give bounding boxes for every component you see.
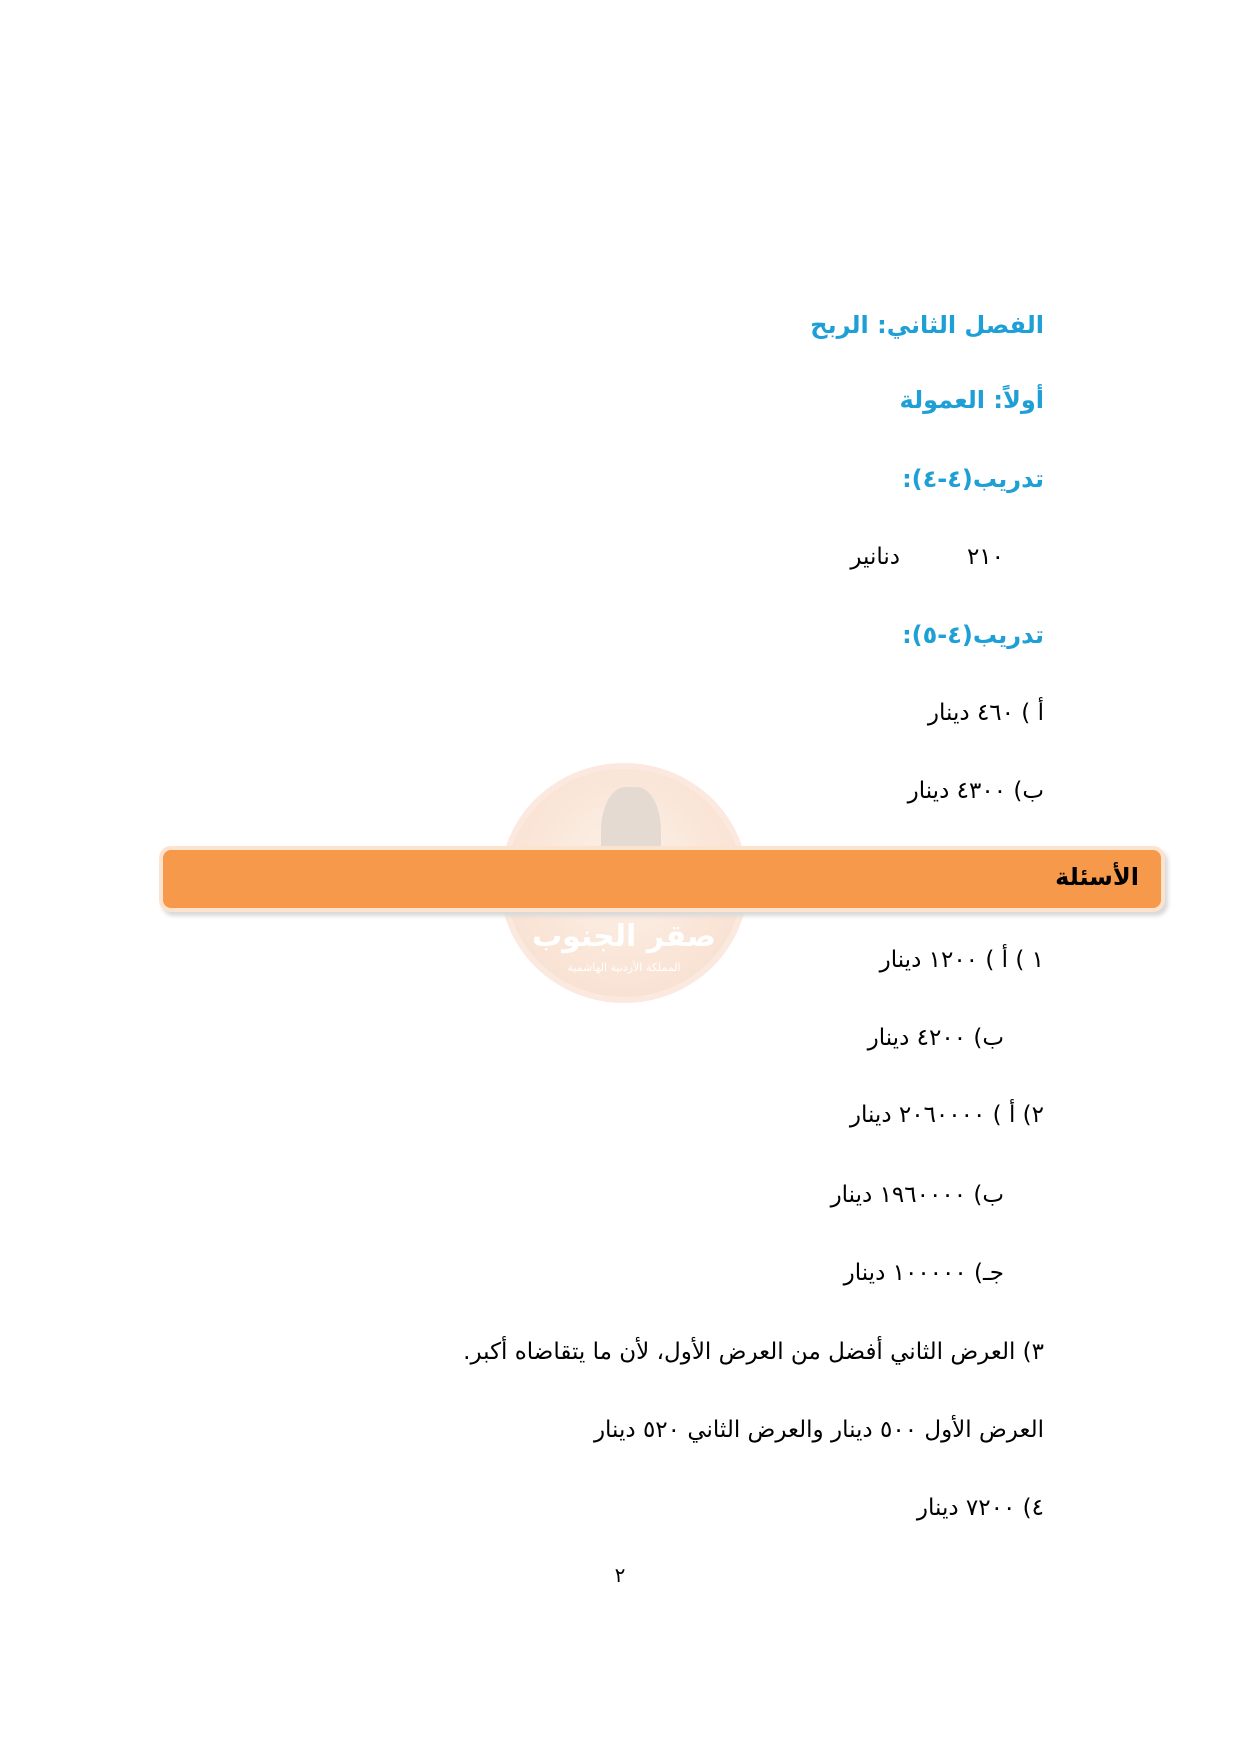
answer-q4: ٤) ٧٢٠٠ دينار: [916, 1495, 1044, 1521]
exercise-4-4-value: ٢١٠: [966, 544, 1004, 570]
watermark-name: صقر الجنوب: [531, 919, 717, 954]
answer-q3-line1: ٣) العرض الثاني أفضل من العرض الأول، لأن ما يتقاضاه أكبر.: [463, 1339, 1044, 1365]
watermark-subtitle: المملكة الأردنية الهاشمية: [567, 961, 681, 974]
answer-q3-line2: العرض الأول ٥٠٠ دينار والعرض الثاني ٥٢٠ دينار: [593, 1417, 1044, 1443]
answer-q1-a: ١ ) أ ) ١٢٠٠ دينار: [879, 947, 1044, 973]
exercise-4-4-unit: دنانير: [850, 544, 900, 570]
answer-q2-a: ٢) أ ) ٢٠٦٠٠٠٠ دينار: [849, 1102, 1044, 1128]
section-title: أولاً: العمولة: [899, 386, 1044, 414]
exercise-4-5-b: ب) ٤٣٠٠ دينار: [907, 778, 1044, 804]
answer-q2-c: جـ) ١٠٠٠٠٠ دينار: [843, 1260, 1004, 1286]
exercise-4-5-a: أ ) ٤٦٠ دينار: [927, 700, 1044, 726]
chapter-title: الفصل الثاني: الربح: [810, 311, 1044, 339]
answer-q2-b: ب) ١٩٦٠٠٠٠ دينار: [830, 1182, 1004, 1208]
answer-q1-b: ب) ٤٢٠٠ دينار: [867, 1025, 1004, 1051]
questions-banner: [163, 850, 1161, 908]
exercise-4-4-title: تدريب(٤-٤):: [902, 465, 1044, 493]
exercise-4-5-title: تدريب(٤-٥):: [902, 621, 1044, 649]
questions-banner-label: الأسئلة: [1055, 863, 1139, 891]
page-number: ٢: [614, 1563, 626, 1587]
